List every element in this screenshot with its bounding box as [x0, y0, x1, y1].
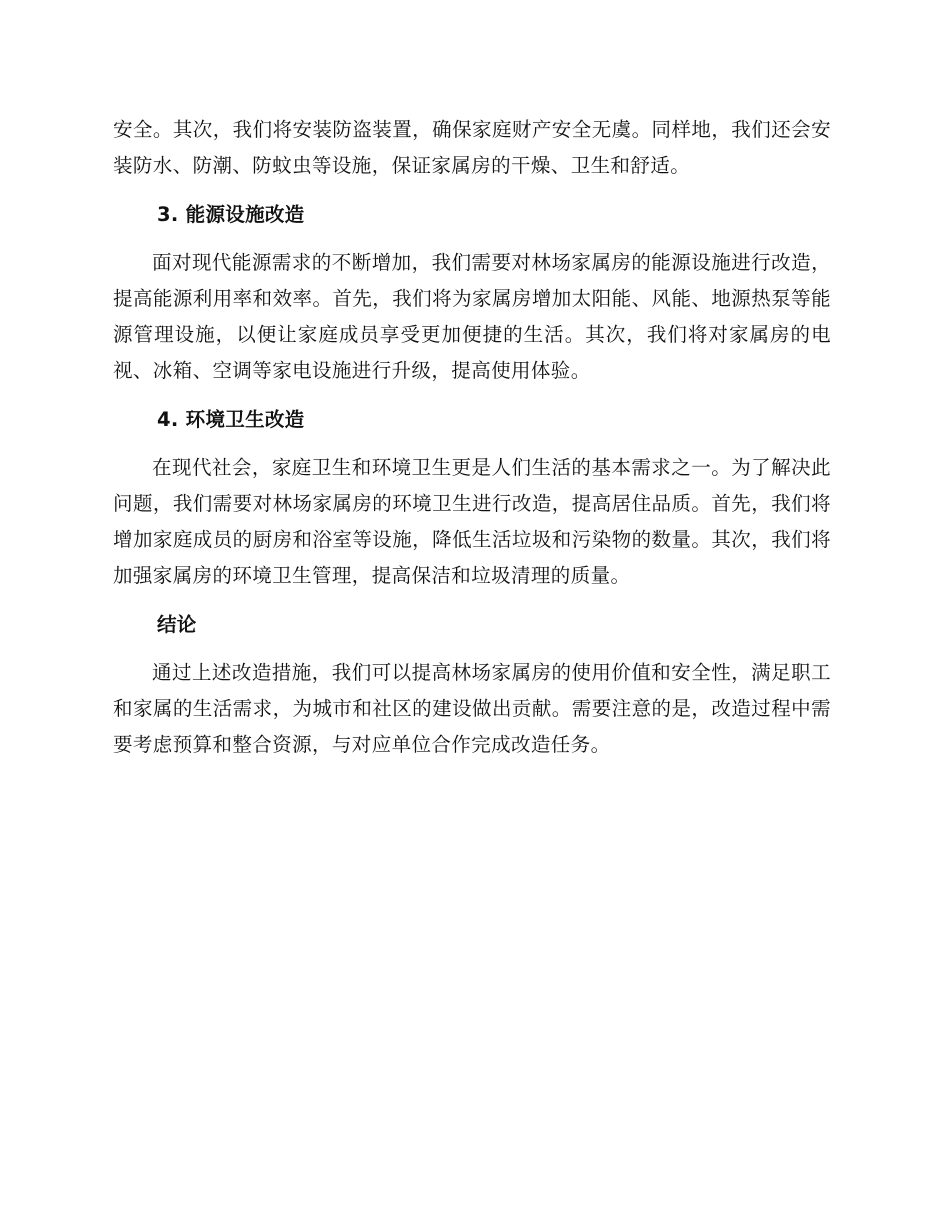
- section-heading-conclusion: 结论: [157, 613, 197, 636]
- intro-continuation-paragraph: 安全。其次，我们将安装防盗装置，确保家庭财产安全无虞。同样地，我们还会安装防水、防潮、防蚊虫等设施，保证家属房的干燥、卫生和舒适。: [113, 118, 831, 177]
- document-body: [113, 112, 831, 763]
- section-heading-sanitation: 4. 环境卫生改造: [157, 408, 305, 431]
- section-paragraph-sanitation: 在现代社会，家庭卫生和环境卫生更是人们生活的基本需求之一。为了解决此问题，我们需要对林场家属房的环境卫生进行改造，提高居住品质。首先，我们将增加家庭成员的厨房和浴室等设施，降低生活垃圾和污染物的数量。其次，我们将加强家属房的环境卫生管理，提高保洁和垃圾清理的质量。: [113, 456, 831, 587]
- section-paragraph-energy: 面对现代能源需求的不断增加，我们需要对林场家属房的能源设施进行改造，提高能源利用率和效率。首先，我们将为家属房增加太阳能、风能、地源热泵等能源管理设施，以便让家庭成员享受更加便捷的生活。其次，我们将对家属房的电视、冰箱、空调等家电设施进行升级，提高使用体验。: [113, 251, 831, 382]
- section-heading-energy: 3. 能源设施改造: [157, 203, 305, 226]
- section-paragraph-conclusion: 通过上述改造措施，我们可以提高林场家属房的使用价值和安全性，满足职工和家属的生活需求，为城市和社区的建设做出贡献。需要注意的是，改造过程中需要考虑预算和整合资源，与对应单位合作完成改造任务。: [113, 661, 831, 756]
